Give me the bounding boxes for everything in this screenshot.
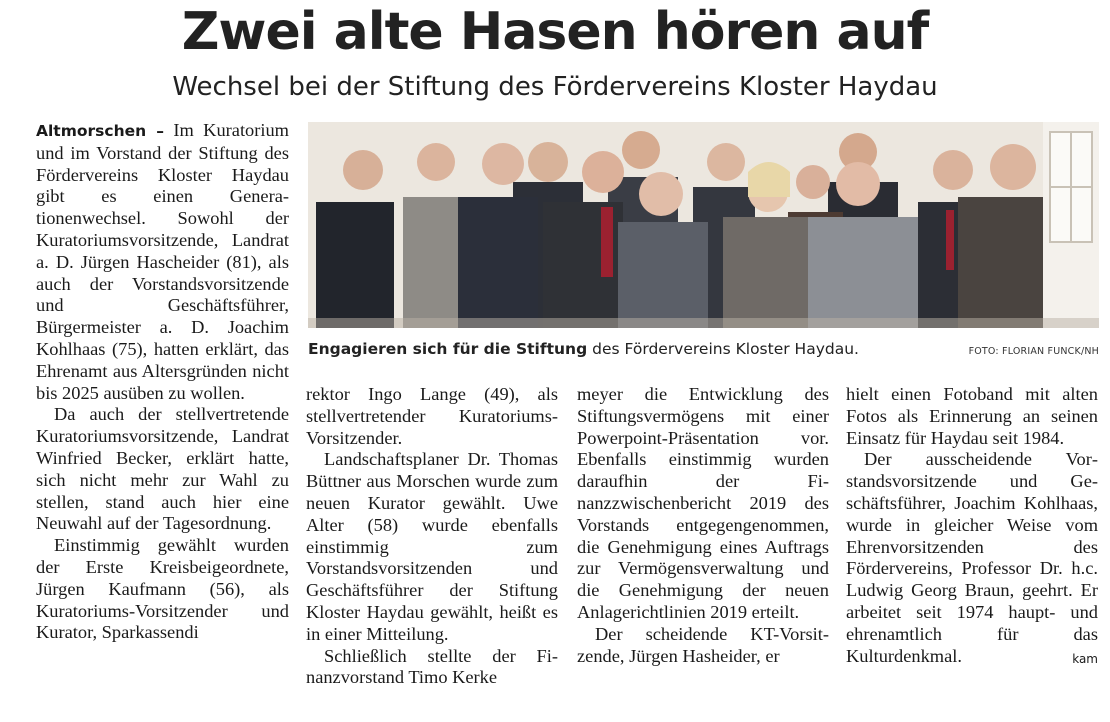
article-column-4: hielt einen Fotoband mit alten Fotos als Erinnerung an seinen Einsatz für Haydau seit 1984. Der ausscheidende Vorstandsvorsitzende und Geschäftsführer, Joachim Kohlhaas, wurde in gleicher Weise vom Ehrenvorsitzenden des Fördervereins, Professor Dr. h.c. Ludwig Georg Braun, geehrt. Er arbeitet seit 1974 haupt- und ehrenamtlich für das Kulturdenkmal. kam — [846, 384, 1098, 670]
author-signature: kam — [1072, 651, 1098, 666]
subheadline: Wechsel bei der Stiftung des Fördervereins Kloster Haydau — [172, 72, 938, 102]
headline: Zwei alte Hasen hören auf — [181, 2, 929, 62]
article-column-1: Altmorschen – Im Kuratorium und im Vorstand der Stiftung des Fördervereins Kloster Haydau gibt es einen Generationenwechsel. Sowohl der Kuratoriumsvorsitzende, Landrat a. D. Jürgen Hascheider (81), als auch der Vorstandsvorsitzende und Geschäftsführer, Bürgermeister a. D. Joachim Kohlhaas (75), hatten erklärt, das Ehrenamt aus Altersgründen nicht bis 2025 ausüben zu wollen. Da auch der stellvertretende Kuratoriumsvorsitzende, Landrat Winfried Becker, erklärt hatte, sich nicht mehr zur Wahl zu stellen, stand auch hier eine Neuwahl auf der Tagesordnung. Einstimmig gewählt wurden der Erste Kreisbeigeordnete, Jürgen Kaufmann (56), als Kuratoriums-Vorsitzender und Kurator, Sparkassendi — [36, 120, 289, 643]
group-photo-illustration — [308, 122, 1099, 328]
dateline: Altmorschen – — [36, 122, 165, 140]
caption-text: des Fördervereins Kloster Haydau. — [587, 340, 859, 358]
article-column-3: meyer die Entwicklung des Stiftungsvermögens mit einer Powerpoint-Präsentation vor. Ebenfalls einstimmig wurden daraufhin der Finanzzwischenbericht 2019 des Vorstands entgegengenommen, die Genehmigung eines Auftrags zur Vermögensverwaltung und die Genehmigung der neuen Anlagerichtlinien 2019 erteilt. Der scheidende KT-Vorsitzende, Jürgen Hasheider, er — [577, 384, 829, 666]
photo-credit: FOTO: FLORIAN FUNCK/NH — [968, 346, 1099, 357]
group-photo — [308, 122, 1099, 328]
caption-bold: Engagieren sich für die Stiftung — [308, 340, 588, 358]
article-column-2: rektor Ingo Lange (49), als stellvertretender Kuratoriums-Vorsitzender. Landschaftsplaner Dr. Thomas Büttner aus Morschen wurde zum neuen Kurator gewählt. Uwe Alter (58) wurde ebenfalls einstimmig zum Vorstandsvorsitzenden und Geschäftsführer der Stiftung Kloster Haydau gewählt, heißt es in einer Mitteilung. Schließlich stellte der Finanzvorstand Timo Kerke — [306, 384, 558, 688]
